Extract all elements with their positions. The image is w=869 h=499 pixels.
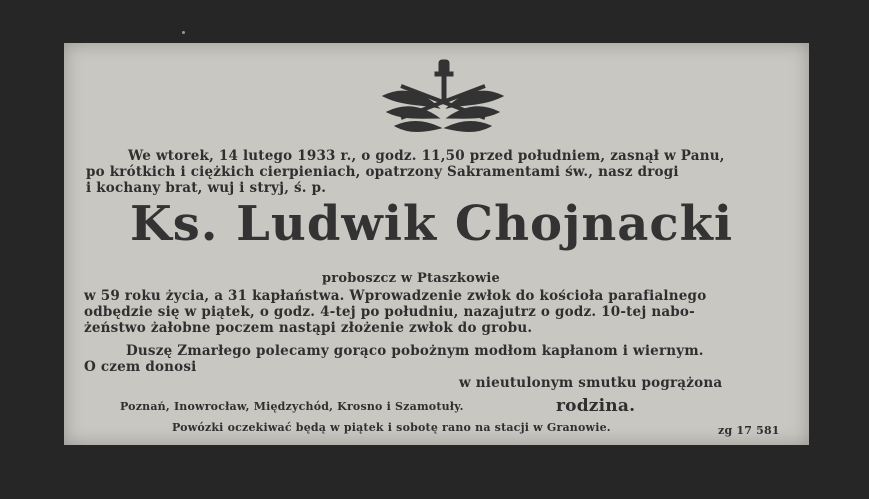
prayer-line: Duszę Zmarłego polecamy gorąco pobożnym modłom kapłanom i wiernym.	[126, 343, 704, 359]
mourning-line: w nieutulonym smutku pogrążona	[459, 375, 723, 391]
places-line: Poznań, Inowrocław, Międzychód, Krosno i Szamotuły.	[120, 400, 464, 413]
deceased-name: Ks. Ludwik Chojnacki	[130, 196, 734, 252]
body-line-3: żeństwo żałobne poczem nastąpi złożenie zwłok do grobu.	[84, 320, 533, 336]
scan-speck	[182, 31, 185, 34]
intro-line-2: po krótkich i ciężkich cierpieniach, opatrzony Sakramentami św., nasz drogi	[86, 164, 679, 180]
body-line-2: odbędzie się w piątek, o godz. 4-tej po południu, nazajutrz o godz. 10-tej nabo-	[84, 304, 695, 320]
ad-reference: zg 17 581	[718, 424, 780, 437]
intro-line-3: i kochany brat, wuj i stryj, ś. p.	[86, 180, 327, 196]
intro-line-1: We wtorek, 14 lutego 1933 r., o godz. 11,50 przed południem, zasnął w Panu,	[128, 148, 725, 164]
body-line-1: w 59 roku życia, a 31 kapłaństwa. Wprowadzenie zwłok do kościoła parafialnego	[84, 288, 707, 304]
deceased-role: proboszcz w Ptaszkowie	[322, 271, 500, 286]
family-signature: rodzina.	[556, 396, 636, 416]
transport-line: Powózki oczekiwać będą w piątek i sobotę rano na stacji w Granowie.	[172, 421, 611, 434]
inform-line: O czem donosi	[84, 359, 197, 375]
cross-and-palm-emblem	[373, 56, 513, 146]
